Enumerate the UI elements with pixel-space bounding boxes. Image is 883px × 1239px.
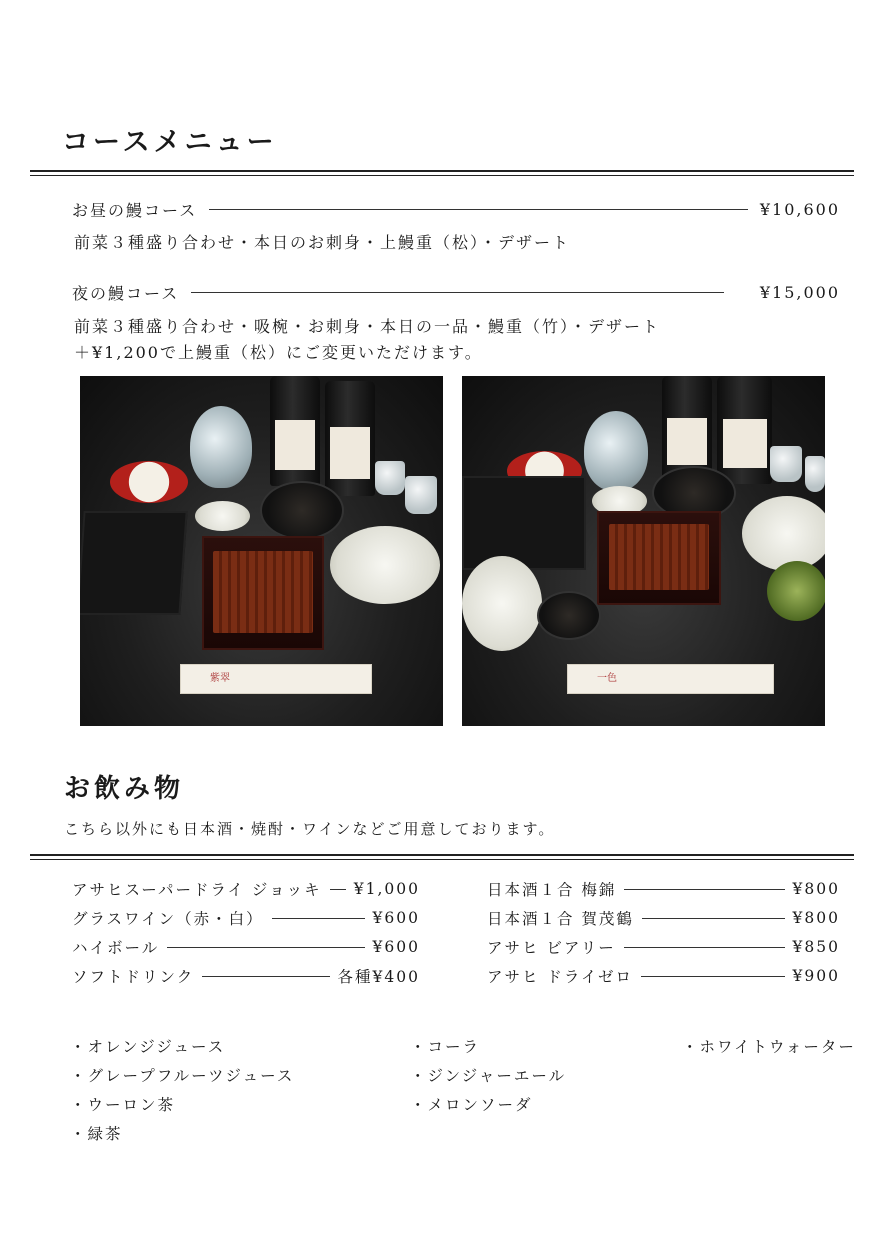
drink-name: ハイボール xyxy=(72,939,160,957)
drinks-divider xyxy=(30,854,854,856)
soup-bowl xyxy=(767,561,825,621)
sake-cup xyxy=(770,446,802,482)
course-description-note: ＋¥1,200で上鰻重（松）にご変更いただけます。 xyxy=(74,343,483,362)
drink-row xyxy=(72,936,420,958)
course-price: ¥10,600 xyxy=(759,200,840,219)
lunch-course-photo xyxy=(80,376,443,726)
drink-price: ¥600 xyxy=(372,938,420,956)
chopstick-label: 紫翠 xyxy=(210,673,230,684)
course-row-lunch xyxy=(72,198,840,221)
leader-line xyxy=(202,976,329,977)
course-price: ¥15,000 xyxy=(759,283,840,302)
leader-line xyxy=(167,947,364,948)
sake-bottle xyxy=(325,381,375,496)
drink-price: ¥800 xyxy=(792,909,840,927)
drink-price: ¥1,000 xyxy=(353,880,420,898)
appetizer-tray xyxy=(80,511,188,615)
drink-name: グラスワイン（赤・白） xyxy=(72,910,264,928)
leader-line xyxy=(209,209,748,210)
drink-price: 各種¥400 xyxy=(337,968,420,986)
leader-line xyxy=(642,918,785,919)
appetizer-tray xyxy=(462,476,586,570)
soft-drink-item: ・ジンジャーエール xyxy=(410,1067,567,1085)
drink-name: アサヒ ドライゼロ xyxy=(487,968,633,986)
drinks-note: こちら以外にも日本酒・焼酎・ワインなどご用意しております。 xyxy=(64,820,556,838)
soft-drink-item: ・ホワイトウォーター xyxy=(682,1038,856,1056)
drink-price: ¥800 xyxy=(792,880,840,898)
drink-price: ¥850 xyxy=(792,938,840,956)
salad-plate xyxy=(742,496,825,571)
leader-line xyxy=(624,947,785,948)
sashimi-plate xyxy=(462,556,542,651)
sashimi-plate xyxy=(330,526,440,604)
glass-carafe xyxy=(190,406,252,488)
drink-price: ¥600 xyxy=(372,909,420,927)
course-divider xyxy=(30,170,854,172)
sake-cup xyxy=(405,476,437,514)
sake-bottle xyxy=(662,376,712,481)
course-menu-title: コースメニュー xyxy=(62,127,278,158)
drink-row xyxy=(72,878,420,900)
drink-name: アサヒスーパードライ ジョッキ xyxy=(72,881,322,899)
leader-line xyxy=(624,889,784,890)
course-description: 前菜３種盛り合わせ・吸椀・お刺身・本日の一品・鰻重（竹）・デザート xyxy=(74,317,661,336)
course-name: お昼の鰻コース xyxy=(72,201,198,220)
sake-cup xyxy=(805,456,825,492)
soft-drink-item: ・メロンソーダ xyxy=(410,1096,533,1114)
drink-row xyxy=(72,965,420,987)
soy-dish xyxy=(537,591,601,640)
chopstick-label: 一色 xyxy=(597,673,617,684)
soft-drink-item: ・グレープフルーツジュース xyxy=(70,1067,295,1085)
drink-name: アサヒ ビアリー xyxy=(487,939,616,957)
sake-bottle xyxy=(270,376,320,486)
small-dish xyxy=(195,501,250,531)
drinks-title: お飲み物 xyxy=(64,774,185,804)
drink-name: ソフトドリンク xyxy=(72,968,195,986)
drink-row xyxy=(72,907,420,929)
soft-drink-item: ・ウーロン茶 xyxy=(70,1096,176,1114)
drink-name: 日本酒１合 賀茂鶴 xyxy=(487,910,634,928)
soft-drink-item: ・オレンジジュース xyxy=(70,1038,226,1056)
drink-row xyxy=(487,878,840,900)
drink-price: ¥900 xyxy=(792,967,840,985)
drink-name: 日本酒１合 梅錦 xyxy=(487,881,617,899)
sake-cup xyxy=(375,461,405,495)
leader-line xyxy=(330,889,346,890)
soft-drink-item: ・緑茶 xyxy=(70,1125,123,1143)
drink-row xyxy=(487,936,840,958)
glass-carafe xyxy=(584,411,648,491)
dinner-course-photo xyxy=(462,376,825,726)
soft-drink-item: ・コーラ xyxy=(410,1038,481,1056)
unaju-box xyxy=(202,536,324,650)
course-name: 夜の鰻コース xyxy=(72,284,180,303)
small-bowl xyxy=(260,481,344,540)
leader-line xyxy=(191,292,724,293)
leader-line xyxy=(272,918,365,919)
chopsticks xyxy=(180,664,372,694)
sake-bottle xyxy=(717,376,772,484)
drink-row xyxy=(487,965,840,987)
leader-line xyxy=(641,976,785,977)
drink-row xyxy=(487,907,840,929)
course-row-dinner xyxy=(72,281,840,304)
course-description: 前菜３種盛り合わせ・本日のお刺身・上鰻重（松）・デザート xyxy=(74,233,571,252)
unaju-box xyxy=(597,511,721,605)
appetizer-plate xyxy=(110,461,188,503)
